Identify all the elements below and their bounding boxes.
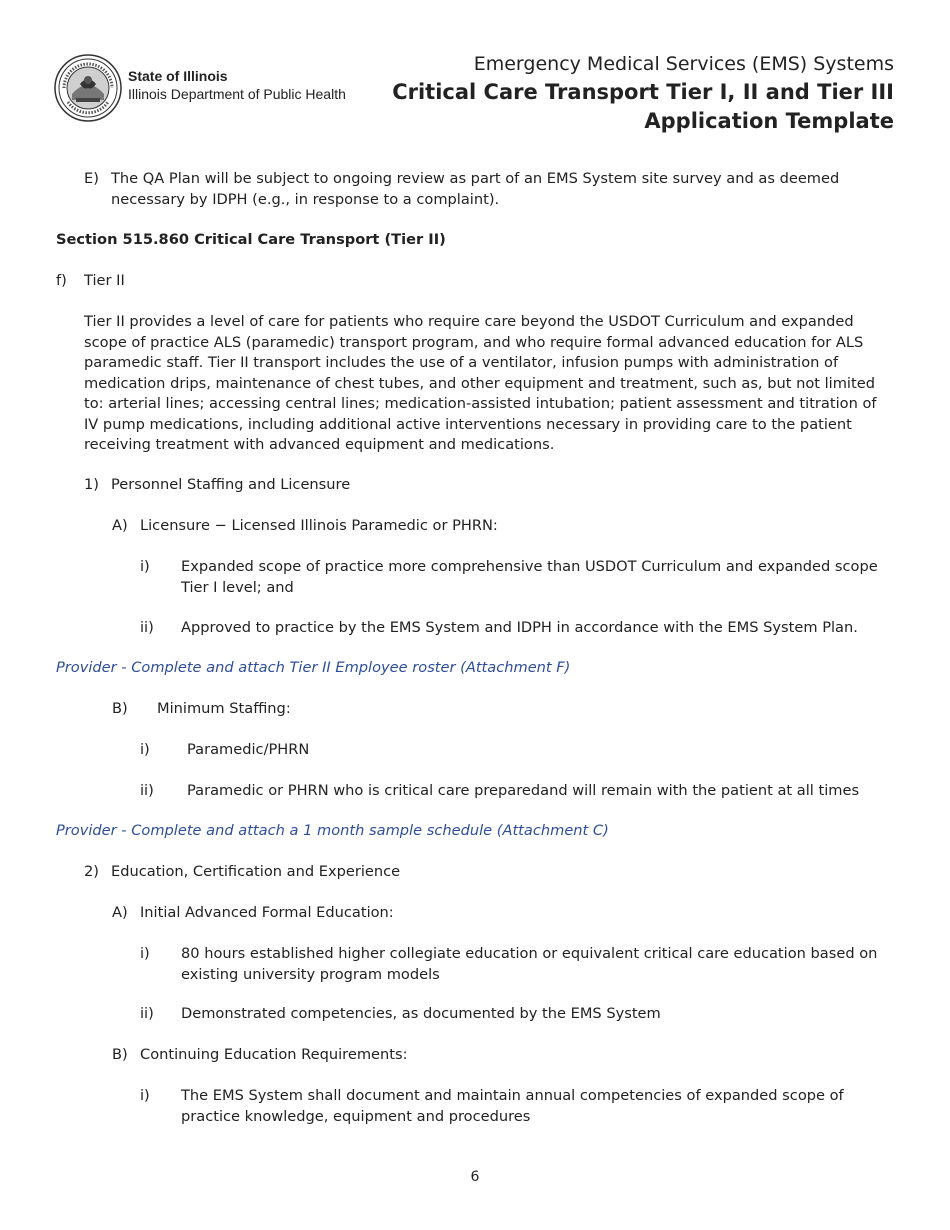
item-label: i) [140,741,150,758]
provider-note: Provider - Complete and attach a 1 month sample schedule (Attachment C) [56,822,609,839]
item-text: Tier II [84,272,125,289]
title-line-3: Application Template [644,109,894,133]
item-text: Approved to practice by the EMS System and IDPH in accordance with the EMS System Plan. [181,619,858,636]
tier2-paragraph: Tier II provides a level of care for patients who require care beyond the USDOT Curriculum and expanded scope of practice ALS (paramedic) transport program, and who require formal advanced education for ALS paramedic staff. Tier II transport includes the use of a ventilator, infusion pumps with administration of medication drips, maintenance of chest tubes, and other equipment and treatment, such as, but not limited to: arterial lines; accessing central lines; medication-assisted intubation; patient assessment and titration of IV pump medications, including additional active interventions necessary in providing care to the patient receiving treatment with advanced equipment and medications. [84,313,877,453]
item-label: ii) [140,1005,154,1022]
item-label: B) [112,700,128,717]
item-text: The QA Plan will be subject to ongoing review as part of an EMS System site survey and as deemed necessary by IDPH (e.g., in response to a complaint). [111,170,840,208]
item-text: 80 hours established higher collegiate education or equivalent critical care education based on existing university program models [181,945,878,983]
item-label: f) [56,272,67,289]
item-label: ii) [140,619,154,636]
section-heading: Section 515.860 Critical Care Transport (Tier II) [56,231,446,248]
item-label: i) [140,558,150,575]
page-number: 6 [470,1169,480,1185]
item-text: Paramedic/PHRN [187,741,310,758]
item-text: Minimum Staffing: [157,700,291,717]
item-text: Licensure − Licensed Illinois Paramedic or PHRN: [140,517,498,534]
item-label: B) [112,1046,128,1063]
state-name: State of Illinois [128,68,228,84]
item-text: Paramedic or PHRN who is critical care preparedand will remain with the patient at all times [187,782,860,799]
item-label: A) [112,904,128,921]
item-text: Expanded scope of practice more comprehensive than USDOT Curriculum and expanded scope Tier I level; and [181,558,878,596]
item-text: The EMS System shall document and maintain annual competencies of expanded scope of practice knowledge, equipment and procedures [181,1087,844,1125]
provider-note: Provider - Complete and attach Tier II Employee roster (Attachment F) [56,659,571,676]
item-label: i) [140,945,150,962]
item-text: Initial Advanced Formal Education: [140,904,394,921]
item-label: E) [84,170,99,187]
department-name: Illinois Department of Public Health [128,86,346,102]
item-text: Continuing Education Requirements: [140,1046,408,1063]
item-label: A) [112,517,128,534]
item-label: i) [140,1087,150,1104]
title-line-2: Critical Care Transport Tier I, II and Tier III [392,80,894,104]
title-line-1: Emergency Medical Services (EMS) Systems [473,53,894,75]
item-label: ii) [140,782,154,799]
item-label: 2) [84,863,99,880]
document-title [392,50,894,136]
item-label: 1) [84,476,99,493]
agency-block [128,67,346,103]
item-text: Education, Certification and Experience [111,863,401,880]
item-text: Personnel Staffing and Licensure [111,476,351,493]
item-text: Demonstrated competencies, as documented by the EMS System [181,1005,661,1022]
state-seal-logo [54,54,122,122]
